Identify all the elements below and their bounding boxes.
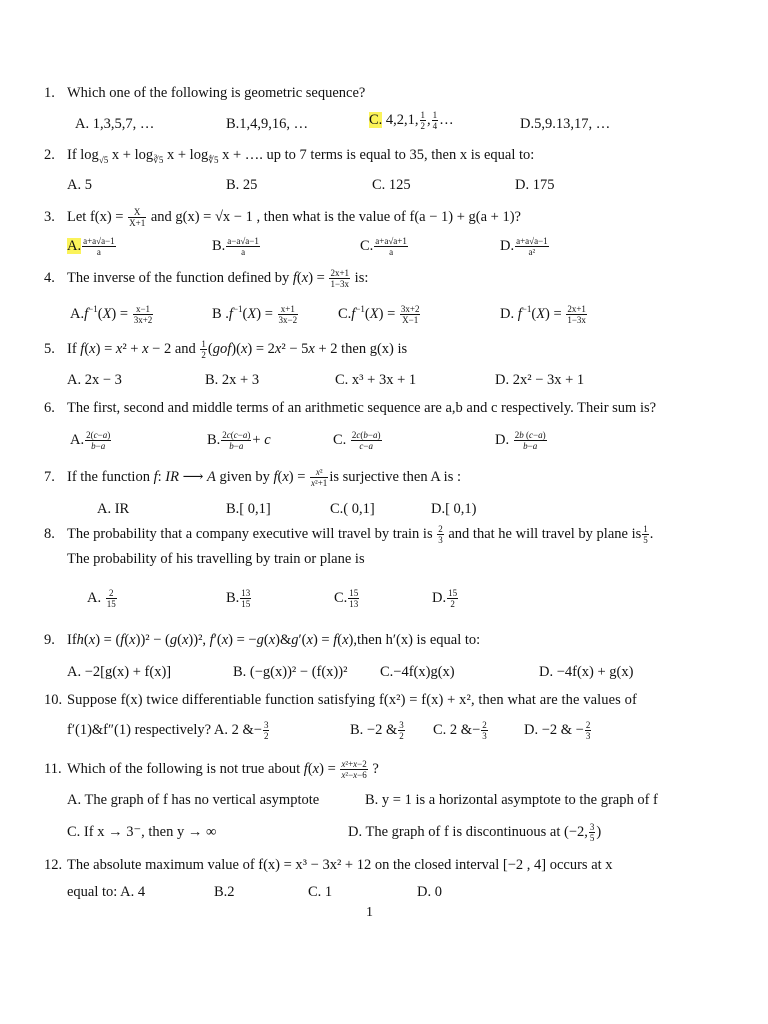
option-c: C. 125 — [372, 177, 411, 193]
option-b: B. $\frac{2c(c-a)}{b-a}$ + c — [207, 430, 271, 452]
option-a: $A.f^{-1}(X)$ = $\frac{x-1}{3x+2}$ — [70, 304, 153, 326]
question-stem: Let f(x) = $\frac{X}{X+1}$ and g(x) = √x − 1 , then what is the value of f(a − 1) + g(a + 1)? — [67, 207, 521, 229]
question-number: 5. — [44, 341, 55, 357]
option-b: B $.f^{-1}(X)$ = $\frac{x+1}{3x-2}$ — [212, 304, 298, 326]
option-b: B. $\frac{13}{15}$ — [226, 588, 251, 610]
option-c: $C.f^{-1}(X)$ = $\frac{3x+2}{X-1}$ — [338, 304, 420, 326]
option-a: A. −2[g(x) + f(x)] — [67, 664, 172, 680]
option-a: A. IR — [97, 501, 130, 517]
option-b: B.2 — [214, 884, 235, 900]
option-b: B.[ 0,1] — [226, 501, 271, 517]
question-stem: The inverse of the function defined by f(x) = $\frac{2x+1}{1-3x}$ is: — [67, 268, 369, 290]
option-a: A. $\frac{a+a√a-1}{a}$ — [67, 236, 115, 258]
option-b: B. −2 & $\frac{3}{2}$ — [350, 720, 404, 742]
question-stem: The probability that a company executive will travel by train is $\frac{2}{3}$ and that he will travel by plane is $\frac{1}{5}$ . — [67, 524, 654, 546]
option-d: D. −2 & − $\frac{2}{3}$ — [524, 720, 591, 742]
question-stem: Ifh(x) = (f(x))² − (g(x))², f′(x) = −g(x)&g′(x) = f(x),then h′(x) is equal to: — [67, 632, 481, 648]
option-d: D. $f^{-1}(X)$ = $\frac{2x+1}{1-3x}$ — [500, 304, 586, 326]
question-number: 3. — [44, 209, 55, 225]
option-c: C. $\frac{15}{13}$ — [334, 588, 359, 610]
option-b: B. (−g(x))² − (f(x))² — [233, 664, 348, 680]
question-stem: The first, second and middle terms of an arithmetic sequence are a,b and c respectively. Their sum is? — [67, 400, 657, 416]
option-d: D. 0 — [417, 884, 442, 900]
option-c: C. 4,2,1, $\frac{1}{2}$ , $\frac{1}{4}$ … — [369, 110, 454, 132]
option-a: A. $\frac{2}{15}$ — [87, 588, 116, 610]
question-stem: Which of the following is not true about f(x) = $\frac{\text{x²+x−2}}{\text{x²−x−6}}$ ? — [67, 759, 379, 781]
option-d: D. The graph of f is discontinuous at (−2, $\frac{3}{5}$ ) — [348, 822, 602, 844]
question-number: 2. — [44, 147, 55, 163]
option-a: A. The graph of f has no vertical asymptote — [67, 792, 320, 808]
question-stem-continued: The probability of his travelling by train or plane is — [67, 551, 365, 567]
option-d: D.5,9.13,17, … — [520, 116, 611, 132]
option-c: C. 2 &− $\frac{2}{3}$ — [433, 720, 487, 742]
option-d: D. $\frac{15}{2}$ — [432, 588, 458, 610]
question-number: 10. — [44, 692, 63, 708]
highlight-mark: C. — [369, 112, 383, 128]
option-a: A. 2x − 3 — [67, 372, 122, 388]
option-d: D. 2x² − 3x + 1 — [495, 372, 585, 388]
option-c: C. If x → 3⁻, then y → ∞ — [67, 824, 217, 840]
option-c: C. $\frac{2c(b-a)}{c-a}$ — [333, 430, 381, 452]
question-stem: Which one of the following is geometric sequence? — [67, 85, 366, 101]
question-number: 1. — [44, 85, 55, 101]
question-number: 4. — [44, 270, 55, 286]
question-number: 8. — [44, 526, 55, 542]
option-d: D. 175 — [515, 177, 555, 193]
option-a: A. $\frac{2(c-a)}{b-a}$ — [70, 430, 111, 452]
question-number: 12. — [44, 857, 63, 873]
question-stem-continued: f′(1)&f″(1) respectively? A. 2 &− $\frac{3}{2}$ — [67, 720, 269, 742]
option-d: D. $\frac{a+a√a-1}{\text{a²}}$ — [500, 236, 548, 258]
question-number: 7. — [44, 469, 55, 485]
option-c: C.( 0,1] — [330, 501, 375, 517]
question-number: 11. — [44, 761, 62, 777]
option-c: C. x³ + 3x + 1 — [335, 372, 417, 388]
option-b: B. $\frac{a-a√a-1}{a}$ — [212, 236, 259, 258]
question-stem: The absolute maximum value of f(x) = x³ − 3x² + 12 on the closed interval [−2 , 4] occurs at x — [67, 857, 613, 873]
question-stem-continued: equal to: A. 4 — [67, 884, 146, 900]
option-b: B. 25 — [226, 177, 258, 193]
option-d: D. −4f(x) + g(x) — [539, 664, 634, 680]
option-b: B.1,4,9,16, … — [226, 116, 309, 132]
option-b: B. y = 1 is a horizontal asymptote to the graph of f — [365, 792, 658, 808]
option-c: C. 1 — [308, 884, 333, 900]
option-a: A. 5 — [67, 177, 92, 193]
question-stem: If $\log_{√5} x + \log_{∛5} x + \log_{∜5} x$ + …. up to 7 terms is equal to 35, then x is equal to: — [67, 147, 535, 165]
question-stem: If the function f: IR ⟶ A given by f(x) = $\frac{\text{x²}}{\text{x²+1}}$ is surjective then A is : — [67, 467, 462, 489]
question-stem: Suppose f(x) twice differentiable function satisfying f(x²) = f(x) + x², then what are the values of — [67, 692, 637, 708]
question-number: 9. — [44, 632, 55, 648]
option-d: D.[ 0,1) — [431, 501, 477, 517]
question-stem: If f(x) = x² + x − 2 and $\frac{1}{2}$ (gof)(x) = 2x² − 5x + 2 then g(x) is — [67, 339, 408, 361]
option-a: A. 1,3,5,7, … — [75, 116, 155, 132]
option-b: B. 2x + 3 — [205, 372, 260, 388]
option-c: C. $\frac{a+a√a+1}{a}$ — [360, 236, 407, 258]
option-c: C.−4f(x)g(x) — [380, 664, 455, 680]
option-d: D. $\frac{2b (c-a)}{b-a}$ — [495, 430, 546, 452]
question-number: 6. — [44, 400, 55, 416]
page-number: 1 — [366, 905, 373, 920]
